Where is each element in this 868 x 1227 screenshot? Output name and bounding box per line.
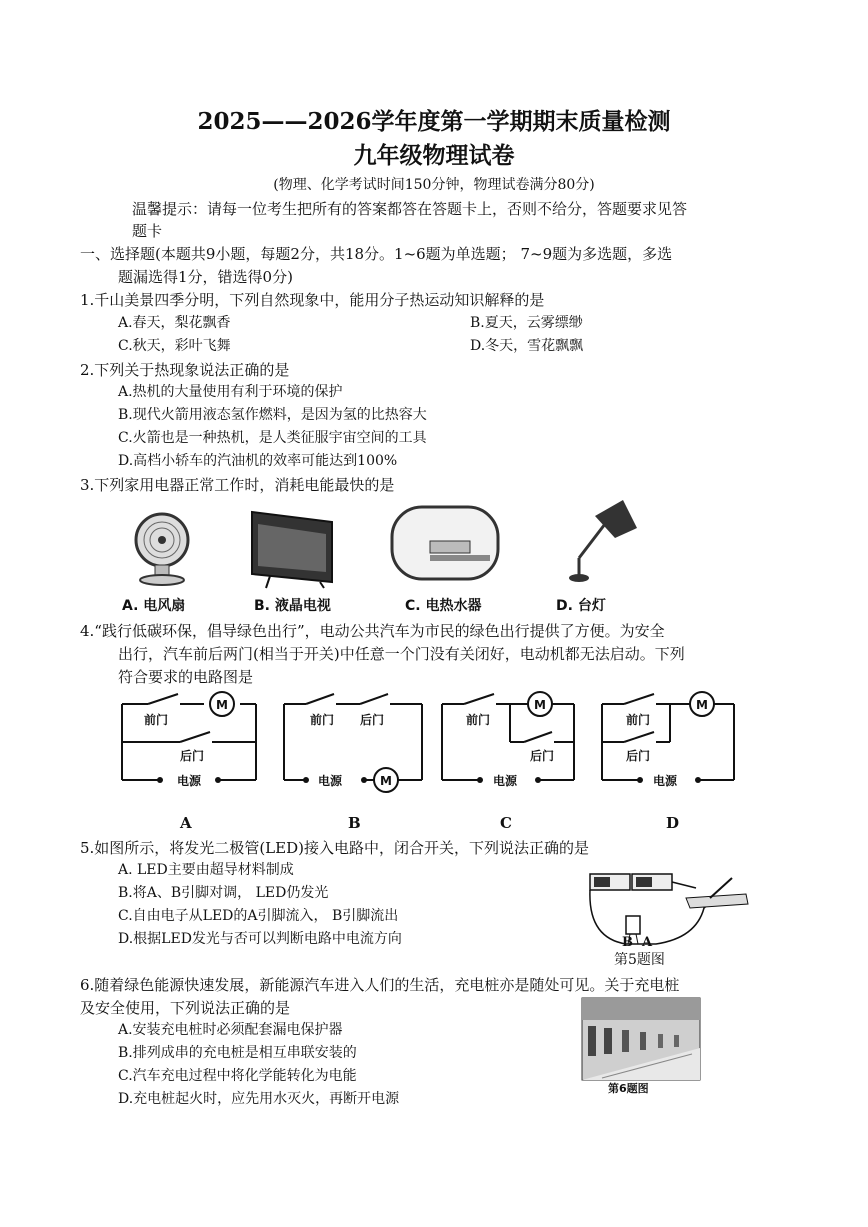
circuit-diagram-d <box>600 692 740 792</box>
q6-stem-line-1: 6.随着绿色能源快速发展，新能源汽车进入人们的生活，充电桩亦是随处可见。关于充电桩 <box>80 976 680 994</box>
power-label: 电源 <box>318 774 343 788</box>
q1-option-b: B.夏天，云雾缥缈 <box>470 315 583 331</box>
led-circuit-figure <box>586 868 751 950</box>
q1-option-d: D.冬天，雪花飘飘 <box>470 338 584 354</box>
exam-title: 2025——2026学年度第一学期期末质量检测 <box>197 108 671 135</box>
power-label: 电源 <box>653 774 678 788</box>
back-door-label: 后门 <box>530 749 555 763</box>
front-door-label: 前门 <box>144 713 169 727</box>
power-label: 电源 <box>177 774 202 788</box>
q2-option-d: D.高档小轿车的汽油机的效率可能达到100% <box>118 453 398 469</box>
back-door-label: 后门 <box>626 749 651 763</box>
section-heading-line-2: 题漏选得1分，错选得0分) <box>118 268 293 286</box>
q1-stem: 1.千山美景四季分明，下列自然现象中，能用分子热运动知识解释的是 <box>80 291 545 309</box>
q4-stem-line-2: 出行，汽车前后两门(相当于开关)中任意一个门没有关闭好，电动机都无法启动。下列 <box>118 645 685 663</box>
tip-line-2: 题卡 <box>132 222 163 240</box>
pin-b-label: B <box>622 935 633 950</box>
front-door-label: 前门 <box>626 713 651 727</box>
q6-option-b: B.排列成串的充电桩是相互串联安装的 <box>118 1045 357 1061</box>
motor-label: M <box>216 698 228 712</box>
q6-option-c: C.汽车充电过程中将化学能转化为电能 <box>118 1068 357 1084</box>
section-heading-line-1: 一、选择题(本题共9小题，每题2分，共18分。1~6题为单选题； 7~9题为多选题，多选 <box>80 245 673 263</box>
q3-option-d: D. 台灯 <box>556 598 606 614</box>
desk-lamp-image <box>565 498 640 588</box>
circuit-diagram-a <box>120 692 260 792</box>
q4-option-d: D <box>666 814 680 832</box>
motor-label: M <box>380 774 392 788</box>
circuit-diagram-b <box>282 692 427 800</box>
q5-figure-caption: 第5题图 <box>614 952 665 968</box>
motor-label: M <box>534 698 546 712</box>
q2-stem: 2.下列关于热现象说法正确的是 <box>80 361 290 379</box>
q6-option-a: A.安装充电桩时必须配套漏电保护器 <box>118 1022 343 1038</box>
front-door-label: 前门 <box>466 713 491 727</box>
q5-stem: 5.如图所示，将发光二极管(LED)接入电路中，闭合开关，下列说法正确的是 <box>80 839 589 857</box>
electric-fan-image <box>128 500 198 590</box>
q4-option-b: B <box>348 814 361 832</box>
q2-option-c: C.火箭也是一种热机，是人类征服宇宙空间的工具 <box>118 430 427 446</box>
circuit-diagram-c <box>440 692 580 792</box>
q6-stem-line-2: 及安全使用，下列说法正确的是 <box>80 999 291 1017</box>
q5-option-a: A. LED主要由超导材料制成 <box>118 862 294 878</box>
q5-option-c: C.自由电子从LED的A引脚流入， B引脚流出 <box>118 908 399 924</box>
q3-stem: 3.下列家用电器正常工作时，消耗电能最快的是 <box>80 476 395 494</box>
back-door-label: 后门 <box>180 749 205 763</box>
q6-option-d: D.充电桩起火时，应先用水灭火，再断开电源 <box>118 1091 400 1107</box>
q5-option-b: B.将A、B引脚对调， LED仍发光 <box>118 885 329 901</box>
q4-option-c: C <box>500 814 512 832</box>
exam-subtitle: 九年级物理试卷 <box>353 142 515 169</box>
motor-label: M <box>696 698 708 712</box>
q5-option-d: D.根据LED发光与否可以判断电路中电流方向 <box>118 931 402 947</box>
exam-time-note: (物理、化学考试时间150分钟，物理试卷满分80分) <box>273 177 595 193</box>
back-door-label: 后门 <box>360 713 385 727</box>
power-label: 电源 <box>493 774 518 788</box>
q6-figure-caption: 第6题图 <box>608 1082 649 1095</box>
q3-option-b: B. 液晶电视 <box>254 598 331 614</box>
q4-option-a: A <box>180 814 192 832</box>
pin-a-label: A <box>642 935 653 950</box>
q1-option-c: C.秋天，彩叶飞舞 <box>118 338 231 354</box>
front-door-label: 前门 <box>310 713 335 727</box>
lcd-tv-image <box>250 510 335 590</box>
q3-option-c: C. 电热水器 <box>405 598 482 614</box>
charging-station-photo <box>582 998 700 1080</box>
q4-stem-line-3: 符合要求的电路图是 <box>118 668 254 686</box>
q2-option-a: A.热机的大量使用有利于环境的保护 <box>118 384 343 400</box>
electric-water-heater-image <box>390 505 500 585</box>
q1-option-a: A.春天，梨花飘香 <box>118 315 231 331</box>
tip-line-1: 温馨提示：请每一位考生把所有的答案都答在答题卡上，否则不给分，答题要求见答 <box>132 200 688 218</box>
q2-option-b: B.现代火箭用液态氢作燃料，是因为氢的比热容大 <box>118 407 427 423</box>
q3-option-a: A. 电风扇 <box>122 598 186 614</box>
q4-stem-line-1: 4.“践行低碳环保，倡导绿色出行”，电动公共汽车为市民的绿色出行提供了方便。为安全 <box>80 622 665 640</box>
